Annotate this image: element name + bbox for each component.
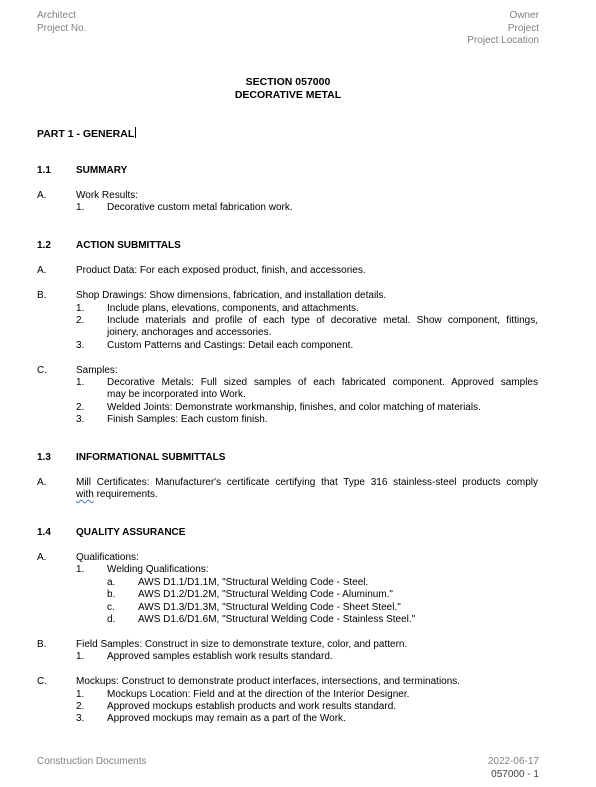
owner-label: Owner bbox=[509, 10, 539, 21]
paragraph-text-rest: requirements. bbox=[93, 489, 158, 500]
paragraph-text: Mill Certificates: Manufacturer's certificate certifying that Type 316 stainless-steel products comply bbox=[76, 477, 538, 488]
subparagraph-number: 1. bbox=[76, 202, 85, 213]
part-heading-text: PART 1 - GENERAL bbox=[37, 128, 135, 140]
document-phase: Construction Documents bbox=[37, 756, 147, 767]
article-title: SUMMARY bbox=[76, 165, 128, 176]
subparagraph-text: Approved mockups may remain as a part of the Work. bbox=[107, 713, 346, 724]
subparagraph-number: 1. bbox=[76, 651, 85, 662]
paragraph-text-continued bbox=[76, 489, 158, 501]
article-title: INFORMATIONAL SUBMITTALS bbox=[76, 452, 226, 463]
subparagraph-text: Approved samples establish work results standard. bbox=[107, 651, 333, 662]
subparagraph-text: Decorative Metals: Full sized samples of each fabricated component. Approved samples bbox=[107, 377, 538, 388]
paragraph-letter: B. bbox=[37, 290, 47, 301]
paragraph-letter: C. bbox=[37, 676, 47, 687]
paragraph-text: Field Samples: Construct in size to demonstrate texture, color, and pattern. bbox=[76, 639, 408, 650]
article-title: ACTION SUBMITTALS bbox=[76, 240, 181, 251]
subparagraph-text: Welded Joints: Demonstrate workmanship, finishes, and color matching of materials. bbox=[107, 402, 481, 413]
paragraph-text: Shop Drawings: Show dimensions, fabrication, and installation details. bbox=[76, 290, 387, 301]
subparagraph-number: 2. bbox=[76, 315, 85, 326]
part-heading[interactable] bbox=[37, 127, 136, 140]
paragraph-letter: A. bbox=[37, 477, 47, 488]
spellcheck-flagged-word[interactable]: with bbox=[76, 489, 94, 500]
paragraph-text: Product Data: For each exposed product, finish, and accessories. bbox=[76, 265, 366, 276]
sub-subparagraph-letter: b. bbox=[107, 589, 116, 600]
subparagraph-text-continued: may be incorporated into Work. bbox=[107, 389, 246, 400]
project-no-label: Project No. bbox=[37, 22, 87, 34]
page-number: 057000 - 1 bbox=[491, 768, 539, 780]
page-footer-right bbox=[488, 756, 539, 781]
page-footer-left bbox=[37, 756, 147, 769]
paragraph-text: Qualifications: bbox=[76, 552, 139, 563]
subparagraph-text: Finish Samples: Each custom finish. bbox=[107, 414, 268, 425]
sub-subparagraph-text: AWS D1.2/D1.2M, "Structural Welding Code - Aluminum." bbox=[138, 589, 393, 600]
sub-subparagraph-letter: d. bbox=[107, 614, 116, 625]
paragraph-letter: A. bbox=[37, 552, 47, 563]
sub-subparagraph-text: AWS D1.3/D1.3M, "Structural Welding Code - Sheet Steel." bbox=[138, 602, 401, 613]
subparagraph-number: 1. bbox=[76, 564, 85, 575]
subparagraph-number: 3. bbox=[76, 340, 85, 351]
paragraph-text: Mockups: Construct to demonstrate product interfaces, intersections, and terminations. bbox=[76, 676, 461, 687]
page-header-right bbox=[467, 10, 539, 48]
sub-subparagraph-text: AWS D1.1/D1.1M, "Structural Welding Code - Steel. bbox=[138, 577, 369, 588]
subparagraph-text-continued: joinery, anchorages and accessories. bbox=[107, 327, 272, 338]
project-label: Project bbox=[507, 22, 539, 34]
article-number: 1.4 bbox=[37, 527, 51, 538]
paragraph-letter: B. bbox=[37, 639, 47, 650]
paragraph-letter: C. bbox=[37, 365, 47, 376]
paragraph-letter: A. bbox=[37, 190, 47, 201]
section-name: DECORATIVE METAL bbox=[234, 89, 342, 101]
subparagraph-number: 1. bbox=[76, 689, 85, 700]
paragraph-letter: A. bbox=[37, 265, 47, 276]
subparagraph-text: Custom Patterns and Castings: Detail each component. bbox=[107, 340, 354, 351]
article-number: 1.1 bbox=[37, 165, 51, 176]
subparagraph-text: Include plans, elevations, components, and attachments. bbox=[107, 303, 359, 314]
subparagraph-number: 2. bbox=[76, 402, 85, 413]
section-number: SECTION 057000 bbox=[245, 76, 331, 88]
paragraph-text: Samples: bbox=[76, 365, 118, 376]
subparagraph-text: Include materials and profile of each type of decorative metal. Show component, fittings, bbox=[107, 315, 538, 326]
sub-subparagraph-letter: a. bbox=[107, 577, 116, 588]
subparagraph-text: Decorative custom metal fabrication work. bbox=[107, 202, 293, 213]
document-date: 2022-06-17 bbox=[487, 756, 539, 767]
project-location-label: Project Location bbox=[467, 35, 539, 46]
subparagraph-number: 1. bbox=[76, 303, 85, 314]
subparagraph-number: 3. bbox=[76, 713, 85, 724]
article-title: QUALITY ASSURANCE bbox=[76, 527, 186, 538]
subparagraph-number: 2. bbox=[76, 701, 85, 712]
subparagraph-text: Mockups Location: Field and at the direction of the Interior Designer. bbox=[107, 689, 410, 700]
sub-subparagraph-letter: c. bbox=[107, 602, 115, 613]
paragraph-text: Work Results: bbox=[76, 190, 139, 201]
sub-subparagraph-text: AWS D1.6/D1.6M, "Structural Welding Code - Stainless Steel." bbox=[138, 614, 416, 625]
subparagraph-text: Welding Qualifications: bbox=[107, 564, 209, 575]
architect-label: Architect bbox=[37, 10, 76, 21]
subparagraph-number: 1. bbox=[76, 377, 85, 388]
article-number: 1.3 bbox=[37, 452, 51, 463]
page-header-left bbox=[37, 10, 86, 35]
article-number: 1.2 bbox=[37, 240, 51, 251]
subparagraph-number: 3. bbox=[76, 414, 85, 425]
text-cursor bbox=[135, 127, 136, 138]
subparagraph-text: Approved mockups establish products and work results standard. bbox=[107, 701, 397, 712]
